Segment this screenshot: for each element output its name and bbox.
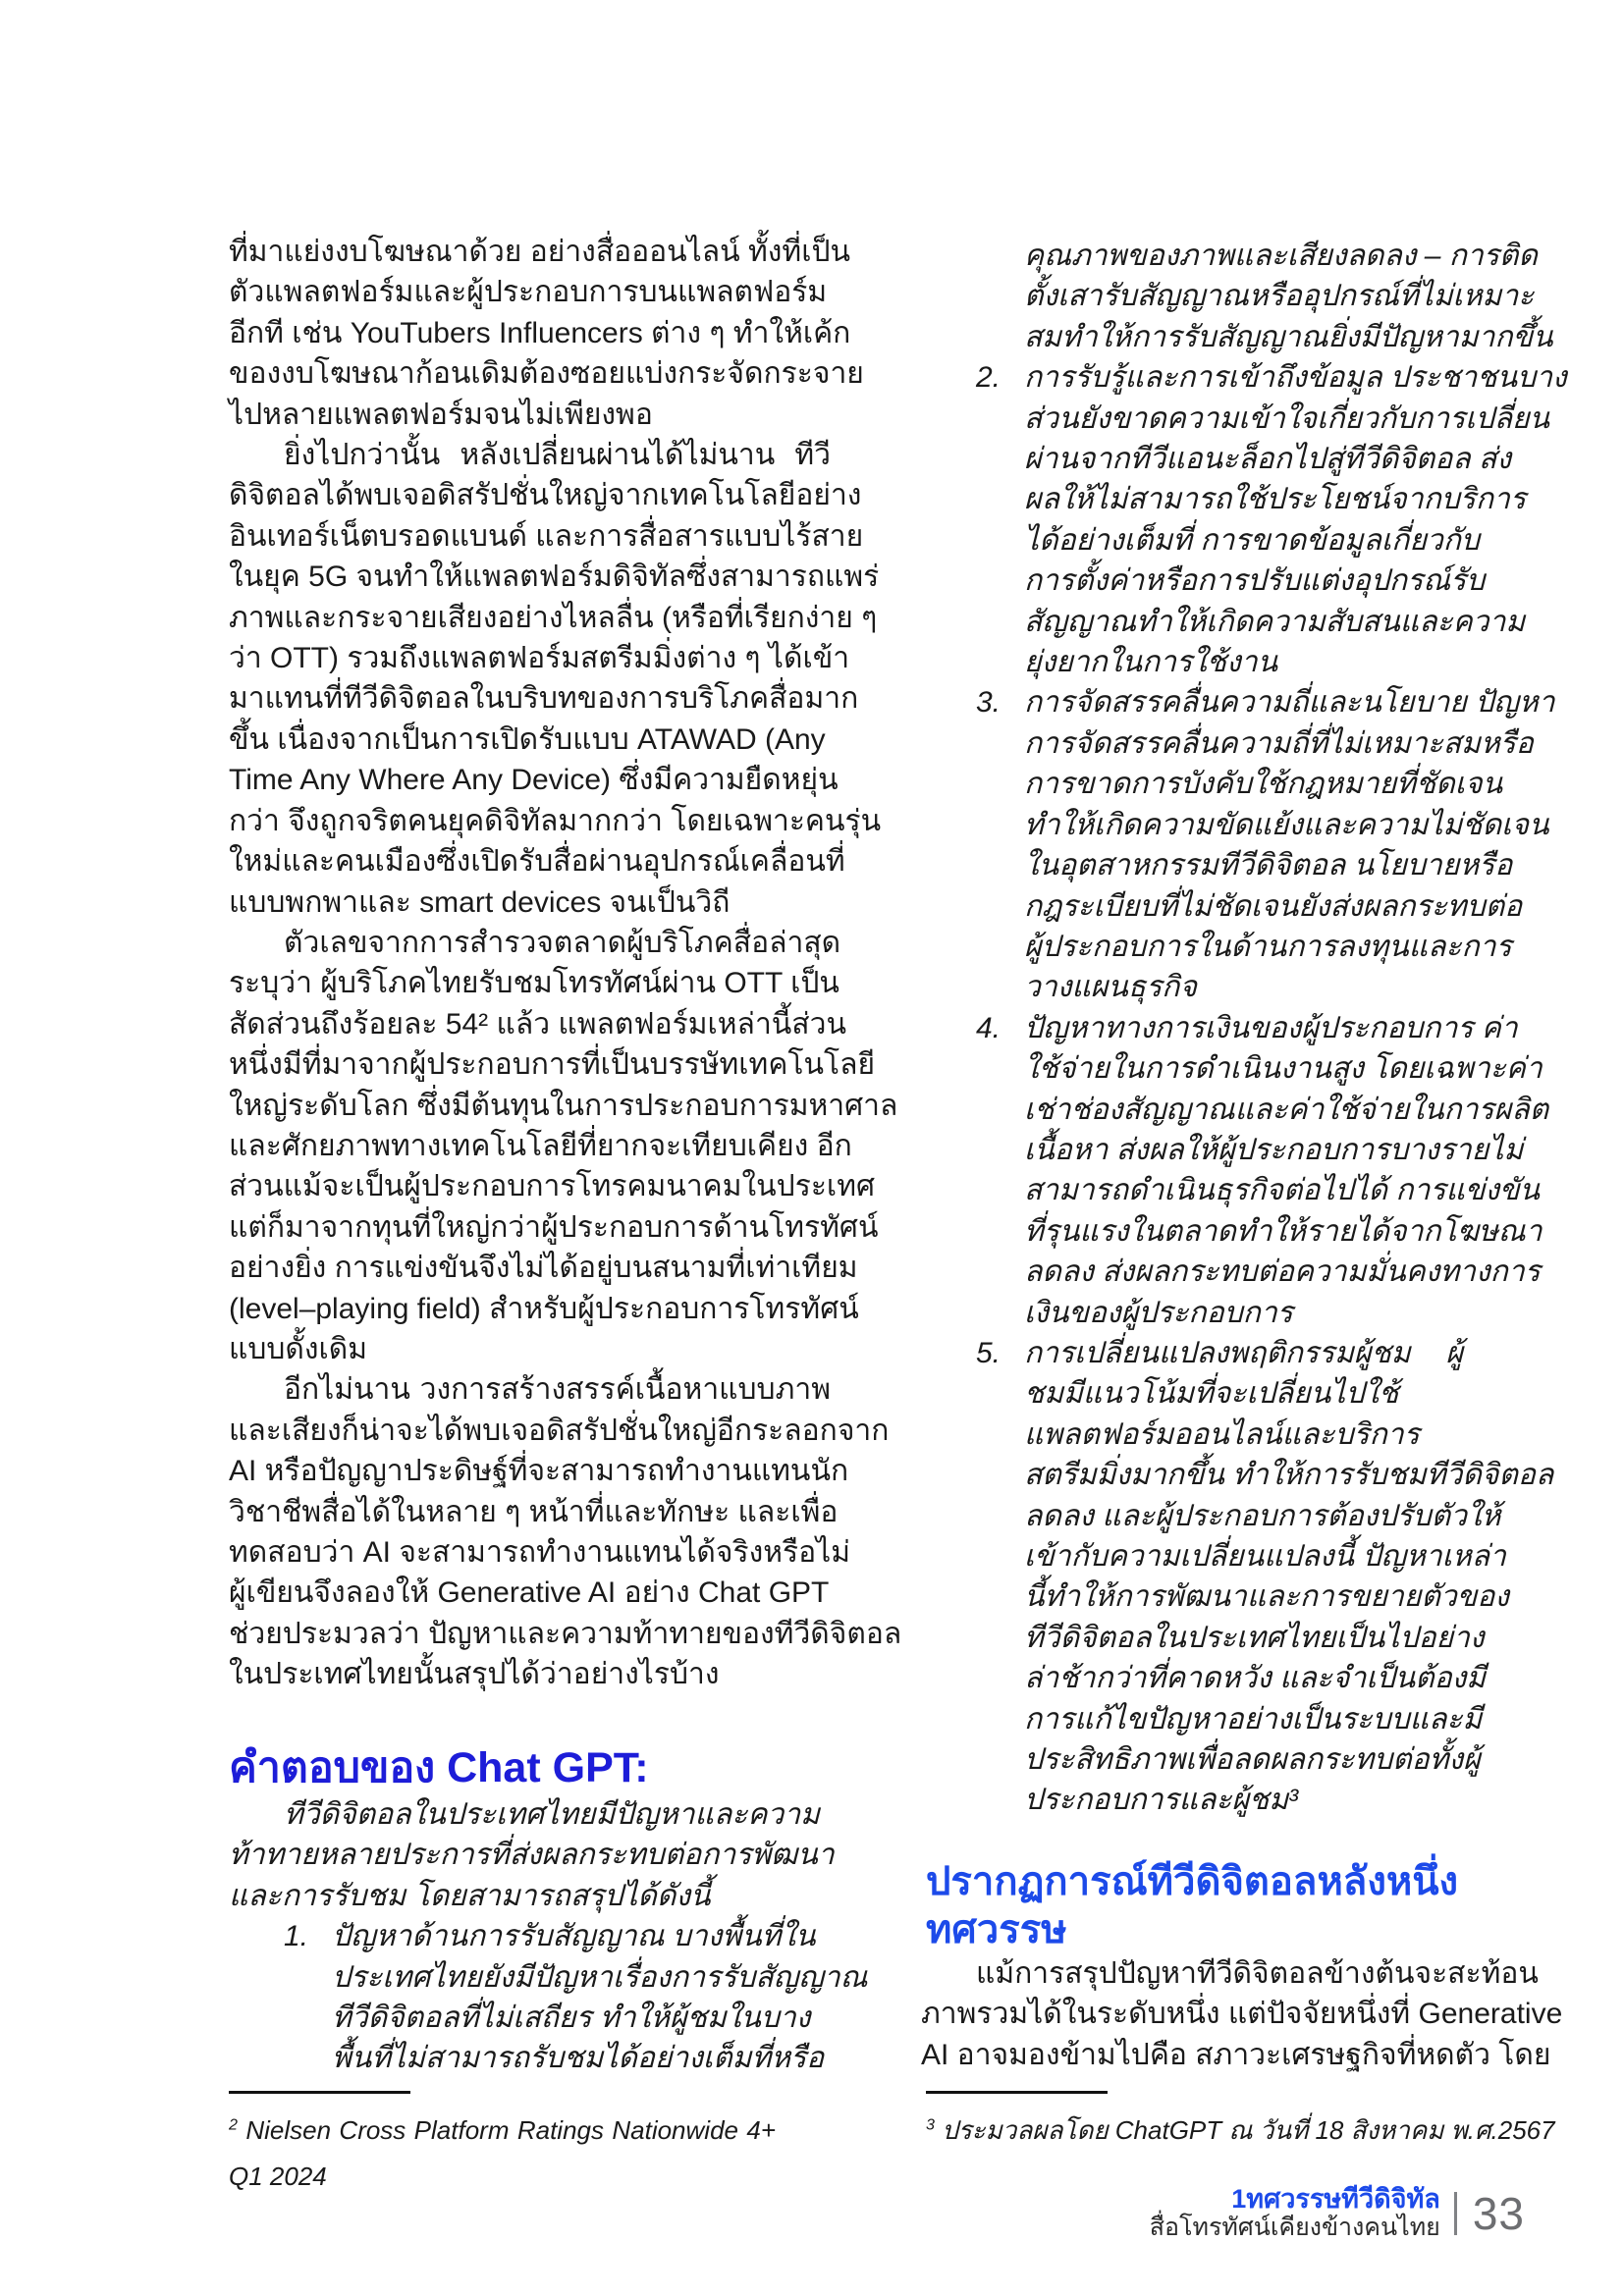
text-line: สามารถดำเนินธุรกิจต่อไปได้ การแข่งขัน xyxy=(1024,1174,1540,1207)
text-line: ชมมีแนวโน้มที่จะเปลี่ยนไปใช้ xyxy=(1024,1377,1399,1411)
text-line: ตัวเลขจากการสำรวจตลาดผู้บริโภคสื่อล่าสุด xyxy=(284,926,841,959)
list-item xyxy=(921,357,1567,682)
text-line: แบบดั้งเดิม xyxy=(229,1332,368,1365)
text-line: มาแทนที่ทีวีดิจิตอลในบริบทของการบริโภคสื่อมาก xyxy=(229,682,859,716)
closing-paragraph xyxy=(921,1953,1563,2075)
text-line: ผู้เขียนจึงลองให้ Generative AI อย่าง Chat GPT xyxy=(229,1576,830,1610)
text-line: และการรับชม โดยสามารถสรุปได้ดังนี้ xyxy=(229,1879,711,1912)
page-footer xyxy=(1150,2185,1525,2241)
text-line: อีกไม่นาน วงการสร้างสรรค์เนื้อหาแบบภาพ xyxy=(284,1373,831,1407)
text-line: สัดส่วนถึงร้อยละ 54² แล้ว แพลตฟอร์มเหล่านี้ส่วน xyxy=(229,1007,846,1041)
text-line: AI อาจมองข้ามไปคือ สภาวะเศรษฐกิจที่หดตัว โดย xyxy=(921,2038,1551,2071)
text-line: นี้ทำให้การพัฒนาและการขยายตัวของ xyxy=(1024,1580,1509,1614)
text-line: วางแผนธุรกิจ xyxy=(1024,971,1197,1004)
text-line: และเสียงก็น่าจะได้พบเจอดิสรัปชั่นใหญ่อีกระลอกจาก xyxy=(229,1414,890,1447)
page-number: 33 xyxy=(1472,2187,1525,2239)
footnote-marker: 3 xyxy=(926,2115,935,2134)
text-line: ทดสอบว่า AI จะสามารถทำงานแทนได้จริงหรือไม่ xyxy=(229,1536,851,1569)
text-line: ท้าทายหลายประการที่ส่งผลกระทบต่อการพัฒนา xyxy=(229,1839,835,1872)
text-line: ลดลง และผู้ประกอบการต้องปรับตัวให้ xyxy=(1024,1499,1501,1532)
paragraph xyxy=(229,435,882,923)
text-line: แพลตฟอร์มออนไลน์และบริการ xyxy=(1024,1417,1420,1451)
text-line: กว่า จึงถูกจริตคนยุคดิจิทัลมากกว่า โดยเฉพาะคนรุ่น xyxy=(229,804,882,837)
text-line: ในประเทศไทยนั้นสรุปได้ว่าอย่างไรบ้าง xyxy=(229,1658,720,1691)
text-line: แต่ก็มาจากทุนที่ใหญ่กว่าผู้ประกอบการด้านโทรทัศน์ xyxy=(229,1210,879,1244)
text-line: ทีวีดิจิตอลในประเทศไทยมีปัญหาและความ xyxy=(284,1798,820,1831)
text-line: หนึ่งมีที่มาจากผู้ประกอบการที่เป็นบรรษัทเทคโนโลยี xyxy=(229,1048,876,1082)
footer-brand-subtitle: สื่อโทรทัศน์เคียงข้างคนไทย xyxy=(1149,2214,1440,2241)
text-line: ทำให้เกิดความขัดแย้งและความไม่ชัดเจน xyxy=(1024,808,1549,841)
text-line: ทีวีดิจิตอลที่ไม่เสถียร ทำให้ผู้ชมในบาง xyxy=(332,2002,811,2035)
list-item xyxy=(229,1916,868,2079)
text-line: การแก้ไขปัญหาอย่างเป็นระบบและมี xyxy=(1024,1702,1483,1735)
footnote-text: Q1 2024 xyxy=(229,2162,327,2191)
text-line: ยุ่งยากในการใช้งาน xyxy=(1024,646,1278,679)
text-line: การขาดการบังคับใช้กฎหมายที่ชัดเจน xyxy=(1024,768,1503,801)
text-line: ที่รุนแรงในตลาดทำให้รายได้จากโฆษณา xyxy=(1024,1214,1543,1248)
text-line: ประเทศไทยยังมีปัญหาเรื่องการรับสัญญาณ xyxy=(332,1960,868,1994)
text-line: ตัวแพลตฟอร์มและผู้ประกอบการบนแพลตฟอร์ม xyxy=(229,276,828,309)
footnote-text xyxy=(926,2108,1555,2154)
text-line: พื้นที่ไม่สามารถรับชมได้อย่างเต็มที่หรือ xyxy=(332,2042,825,2075)
text-line: ว่า OTT) รวมถึงแพลตฟอร์มสตรีมมิ่งต่าง ๆ ได้เข้า xyxy=(229,642,850,675)
text-line: ภาพและกระจายเสียงอย่างไหลลื่น (หรือที่เรียกง่าย ๆ xyxy=(229,601,878,634)
text-line: ทีวีดิจิตอลในประเทศไทยเป็นไปอย่าง xyxy=(1024,1621,1485,1654)
paragraph xyxy=(229,232,864,435)
text-line: อย่างยิ่ง การแข่งขันจึงไม่ได้อยู่บนสนามที่เท่าเทียม xyxy=(229,1252,858,1285)
text-line: ในอุตสาหกรรมทีวีดิจิตอล นโยบายหรือ xyxy=(1024,849,1513,882)
list-item xyxy=(921,682,1555,1007)
text-line: ผู้ประกอบการในด้านการลงทุนและการ xyxy=(1024,930,1512,963)
text-line: ที่มาแย่งงบโฆษณาด้วย อย่างสื่อออนไลน์ ทั้งที่เป็น xyxy=(229,236,851,268)
footer-brand xyxy=(1150,2185,1440,2241)
footnote-source: Nielsen Cross Platform Ratings Nationwide 4+ xyxy=(245,2115,776,2145)
text-line: ประกอบการและผู้ชม³ xyxy=(1024,1784,1299,1817)
text-line: ส่วนแม้จะเป็นผู้ประกอบการโทรคมนาคมในประเทศ xyxy=(229,1170,876,1203)
right-column-list xyxy=(921,236,1567,1821)
footnote-left xyxy=(229,2091,776,2200)
text-line: คุณภาพของภาพและเสียงลดลง – การติด xyxy=(1024,240,1538,272)
text-line: ประสิทธิภาพเพื่อลดผลกระทบต่อทั้งผู้ xyxy=(1024,1743,1481,1777)
text-line: การจัดสรรคลื่นความถี่และนโยบาย ปัญหา xyxy=(1024,686,1555,720)
list-item-number: 4. xyxy=(976,1011,1001,1044)
text-line: สัญญาณทำให้เกิดความสับสนและความ xyxy=(1024,605,1526,638)
text-line: เช่าช่องสัญญาณและค่าใช้จ่ายในการผลิต xyxy=(1024,1093,1549,1126)
text-line: ใช้จ่ายในการดำเนินงานสูง โดยเฉพาะค่า xyxy=(1024,1052,1543,1086)
text-line: ไปหลายแพลตฟอร์มจนไม่เพียงพอ xyxy=(229,398,653,431)
paragraph xyxy=(229,1369,902,1694)
footnote-text xyxy=(229,2108,776,2154)
item1-continuation xyxy=(921,236,1553,357)
footnote-rule xyxy=(926,2091,1108,2094)
text-line: AI หรือปัญญาประดิษฐ์ที่จะสามารถทำงานแทนนัก xyxy=(229,1455,849,1488)
text-line: ขึ้น เนื่องจากเป็นการเปิดรับแบบ ATAWAD (Any xyxy=(229,722,826,756)
footnote-right xyxy=(926,2091,1555,2154)
chatgpt-answer-heading: คำตอบของ Chat GPT: xyxy=(229,1744,649,1791)
list-item-number: 5. xyxy=(976,1336,1001,1369)
text-line: เงินของผู้ประกอบการ xyxy=(1024,1296,1293,1329)
text-line: (level–playing field) สำหรับผู้ประกอบการโทรทัศน์ xyxy=(229,1292,859,1325)
text-line: ช่วยประมวลว่า ปัญหาและความท้าทายของทีวีดิจิตอล xyxy=(229,1617,902,1650)
list-item-number: 1. xyxy=(284,1920,309,1953)
phenomenon-heading xyxy=(926,1858,1458,1954)
text-line: เข้ากับความเปลี่ยนแปลงนี้ ปัญหาเหล่า xyxy=(1024,1540,1506,1573)
text-line: ระบุว่า ผู้บริโภคไทยรับชมโทรทัศน์ผ่าน OTT เป็น xyxy=(229,967,839,1000)
text-line: ในยุค 5G จนทำให้แพลตฟอร์มดิจิทัลซึ่งสามารถแพร่ xyxy=(229,561,880,594)
footer-brand-title: 1ทศวรรษทีวีดิจิทัล xyxy=(1231,2184,1440,2214)
chatgpt-answer-section xyxy=(229,1794,868,2079)
text-line: ผ่านจากทีวีแอนะล็อกไปสู่ทีวีดิจิตอล ส่ง xyxy=(1024,443,1511,476)
list-item-number: 3. xyxy=(976,686,1001,720)
list-item xyxy=(921,1008,1549,1333)
text-line: สตรีมมิ่งมากขึ้น ทำให้การรับชมทีวีดิจิตอล xyxy=(1024,1459,1554,1492)
footer-divider xyxy=(1454,2192,1457,2235)
text-line: Time Any Where Any Device) ซึ่งมีความยืดหยุ่น xyxy=(229,764,839,797)
text-line: ของงบโฆษณาก้อนเดิมต้องซอยแบ่งกระจัดกระจาย xyxy=(229,357,864,391)
text-line: แบบพกพาและ smart devices จนเป็นวิถี xyxy=(229,885,731,919)
footnote-source: ประมวลผลโดย ChatGPT ณ วันที่ 18 สิงหาคม พ.ศ.2567 xyxy=(942,2115,1555,2145)
text-line: อีกที เช่น YouTubers Influencers ต่าง ๆ ทำให้เค้ก xyxy=(229,316,851,349)
text-line: การเปลี่ยนแปลงพฤติกรรมผู้ชม ผู้ xyxy=(1024,1336,1463,1369)
text-line: ลดลง ส่งผลกระทบต่อความมั่นคงทางการ xyxy=(1024,1255,1541,1289)
text-line: ปัญหาด้านการรับสัญญาณ บางพื้นที่ใน xyxy=(332,1920,816,1953)
numbered-list-left xyxy=(229,1916,868,2079)
text-line: อินเทอร์เน็ตบรอดแบนด์ และการสื่อสารแบบไร้สาย xyxy=(229,519,864,553)
paragraph xyxy=(229,923,898,1369)
list-item-number: 2. xyxy=(976,361,1001,395)
text-line: สมทำให้การรับสัญญาณยิ่งมีปัญหามากขึ้น xyxy=(1024,320,1553,353)
text-line: แม้การสรุปปัญหาทีวีดิจิตอลข้างต้นจะสะท้อน xyxy=(976,1957,1539,1990)
text-line: เนื้อหา ส่งผลให้ผู้ประกอบการบางรายไม่ xyxy=(1024,1133,1524,1166)
heading-line: ปรากฏการณ์ทีวีดิจิตอลหลังหนึ่ง xyxy=(926,1860,1459,1903)
text-line: ใหม่และคนเมืองซึ่งเปิดรับสื่อผ่านอุปกรณ์เคลื่อนที่ xyxy=(229,845,845,879)
text-line: ส่วนยังขาดความเข้าใจเกี่ยวกับการเปลี่ยน xyxy=(1024,401,1550,435)
text-line: ล่าช้ากว่าที่คาดหวัง และจำเป็นต้องมี xyxy=(1024,1662,1487,1695)
text-line: ปัญหาทางการเงินของผู้ประกอบการ ค่า xyxy=(1024,1011,1518,1044)
heading-line: ทศวรรษ xyxy=(926,1908,1067,1951)
text-line: ภาพรวมได้ในระดับหนึ่ง แต่ปัจจัยหนึ่งที่ Generative xyxy=(921,1998,1563,2031)
text-line: การตั้งค่าหรือการปรับแต่งอุปกรณ์รับ xyxy=(1024,564,1486,598)
text-line: ได้อย่างเต็มที่ การขาดข้อมูลเกี่ยวกับ xyxy=(1024,523,1480,557)
text-line: ใหญ่ระดับโลก ซึ่งมีต้นทุนในการประกอบการมหาศาล xyxy=(229,1089,898,1122)
text-line: การรับรู้และการเข้าถึงข้อมูล ประชาชนบาง xyxy=(1024,361,1567,395)
text-line: ดิจิตอลได้พบเจอดิสรัปชั่นใหญ่จากเทคโนโลยีอย่าง xyxy=(229,479,862,512)
text-line: ผลให้ไม่สามารถใช้ประโยชน์จากบริการ xyxy=(1024,483,1527,516)
text-line: และศักยภาพทางเทคโนโลยีที่ยากจะเทียบเคียง อีก xyxy=(229,1129,852,1162)
footnote-rule xyxy=(229,2091,410,2094)
text-line: การจัดสรรคลื่นความถี่ที่ไม่เหมาะสมหรือ xyxy=(1024,726,1534,760)
chatgpt-intro-paragraph xyxy=(229,1794,835,1916)
text-line: ตั้งเสารับสัญญาณหรืออุปกรณ์ที่ไม่เหมาะ xyxy=(1024,280,1535,313)
list-item xyxy=(921,1333,1554,1821)
footnote-marker: 2 xyxy=(229,2115,238,2134)
text-line: กฎระเบียบที่ไม่ชัดเจนยังส่งผลกระทบต่อ xyxy=(1024,889,1523,923)
text-line: วิชาชีพสื่อได้ในหลาย ๆ หน้าที่และทักษะ และเพื่อ xyxy=(229,1495,839,1528)
numbered-list-right xyxy=(921,357,1567,1821)
left-column-body xyxy=(229,232,902,1695)
text-line: ยิ่งไปกว่านั้น หลังเปลี่ยนผ่านได้ไม่นาน ทีวี xyxy=(284,439,831,472)
